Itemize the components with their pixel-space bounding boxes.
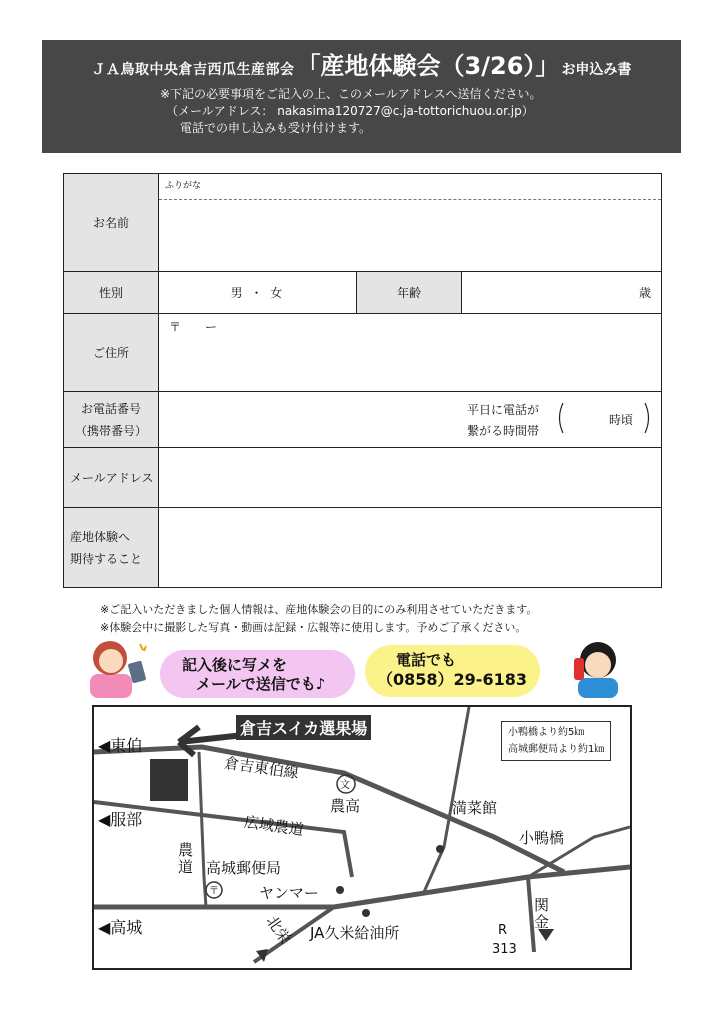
nodo-label: 農道: [178, 841, 194, 876]
direction-takashiro: ◀高城: [98, 918, 143, 937]
header-instructions: [160, 86, 541, 137]
age-field[interactable]: [462, 272, 662, 314]
road-koiki-nodo: 広域農道: [242, 812, 305, 840]
address-label: ご住所: [64, 314, 159, 392]
boy-phone-illustration-icon: [566, 634, 630, 698]
kogamo-bridge-label: 小鴨橋: [519, 829, 565, 847]
route-r: R: [498, 923, 508, 938]
callable-hours-label: [467, 400, 539, 442]
gender-label: 性別: [64, 272, 159, 314]
furigana-label: ふりがな: [165, 181, 202, 191]
sekigane-direction: 関金: [534, 896, 550, 931]
parenthesis-brackets: [555, 401, 653, 435]
expectation-label: [64, 508, 159, 588]
email-address-line: （メールアドレス： nakasima120727@c.ja-tottorichuou.or.jp）: [166, 104, 534, 118]
phone-accept-line: 電話での申し込みも受け付けます。: [180, 121, 372, 135]
expectation-field[interactable]: [159, 508, 662, 588]
postal-mark: 〒 ー: [169, 320, 218, 334]
callable-line2: 繋がる時間帯: [467, 424, 540, 438]
email-field[interactable]: [159, 448, 662, 508]
photo-callout-line1: 記入後に写メを: [182, 656, 288, 674]
address-field[interactable]: [159, 314, 662, 392]
page-title: [42, 46, 681, 81]
privacy-notes: [100, 601, 537, 637]
gender-age-row: [64, 272, 662, 314]
phone-callout-line1: 電話でも: [396, 651, 457, 669]
expectation-row: [64, 508, 662, 588]
photo-note-line2: ※体験会中に撮影した写真・動画は記録・広報等に使用します。予めご了承ください。: [100, 621, 527, 634]
application-form: [63, 173, 662, 588]
hokuei-direction: 北栄: [262, 912, 295, 948]
age-unit: 歳: [639, 286, 652, 300]
direction-tohaku: ◀東伯: [98, 736, 143, 755]
address-row: [64, 314, 662, 392]
name-field[interactable]: [159, 174, 662, 272]
callable-time-field[interactable]: [555, 401, 653, 435]
direction-hattori: ◀服部: [98, 810, 143, 829]
privacy-note-line1: ※ご記入いただきました個人情報は、産地体験会の目的にのみ利用させていただきます。: [100, 603, 538, 616]
title-suffix: お申込み書: [561, 62, 632, 78]
instruction-line-1: ※下記の必要事項をご記入の上、このメールアドレスへ送信ください。: [160, 87, 542, 101]
expectation-label-line2: 期待すること: [70, 551, 143, 566]
phone-row: [64, 392, 662, 448]
mansaikan-label: 満菜館: [452, 799, 498, 817]
callable-line1: 平日に電話が: [467, 403, 540, 417]
phone-number: （0858）29-6183: [377, 670, 527, 689]
gender-options[interactable]: 男 ・ 女: [159, 272, 357, 314]
post-office-label: 高城郵便局: [206, 859, 282, 877]
route-313: 313: [492, 942, 517, 957]
woman-phone-illustration-icon: [82, 634, 152, 698]
event-title: 「産地体験会（3/26）」: [296, 52, 560, 80]
phone-field[interactable]: [159, 392, 662, 448]
phone-label-line1: お電話番号: [80, 401, 141, 416]
place-name: 倉吉スイカ選果場: [236, 715, 371, 740]
org-name: ＪＡ鳥取中央倉吉西瓜生産部会: [91, 62, 295, 78]
age-label: 年齢: [357, 272, 462, 314]
header-banner: [42, 40, 681, 153]
name-row: [64, 174, 662, 272]
road-kurayoshi-tohaku: 倉吉東伯線: [223, 753, 300, 783]
ja-gas-station-label: JA久米給油所: [310, 924, 400, 942]
school-icon: 文: [340, 780, 350, 791]
name-label: お名前: [64, 174, 159, 272]
distance-line1: 小鴨橋より約5㎞: [508, 727, 585, 738]
expectation-label-line1: 産地体験へ: [70, 529, 131, 544]
agri-high-school: 農高: [330, 797, 361, 815]
email-row: [64, 448, 662, 508]
distance-box: [501, 721, 611, 761]
photo-callout-line2: メールで送信でも♪: [196, 675, 326, 693]
furigana-field[interactable]: [159, 174, 661, 200]
access-map: [92, 705, 632, 970]
distance-line2: 高城郵便局より約1㎞: [508, 744, 605, 755]
phone-label-line2: （携帯番号）: [74, 423, 147, 438]
phone-label: [64, 392, 159, 448]
time-suffix: 時頃: [609, 413, 634, 427]
post-office-icon: 〒: [209, 886, 219, 897]
email-label: メールアドレス: [64, 448, 159, 508]
yanmar-label: ヤンマー: [259, 884, 319, 902]
